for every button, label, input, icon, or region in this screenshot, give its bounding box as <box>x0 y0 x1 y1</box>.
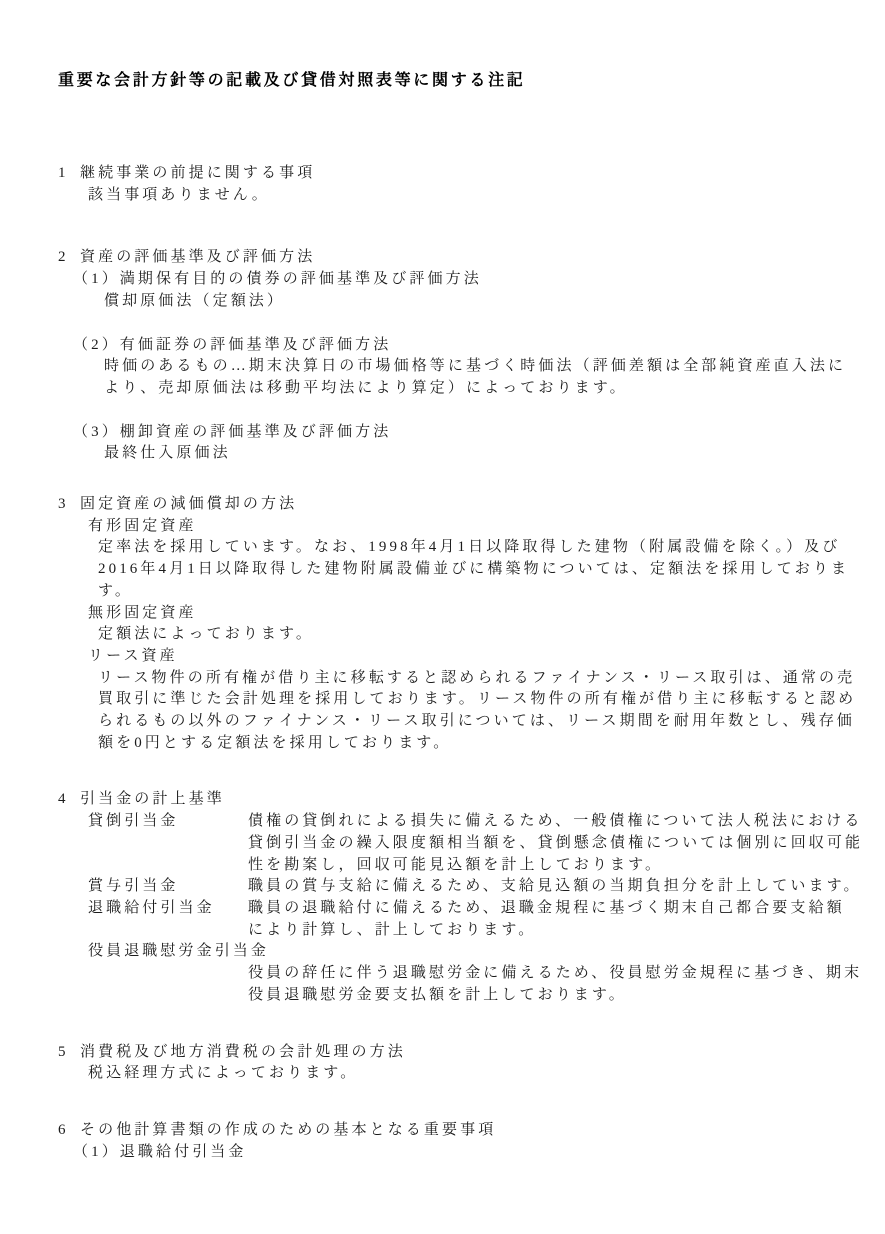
body-line: 額を0円とする定額法を採用しております。 <box>98 734 452 751</box>
allowance-label: 退職給付引当金 <box>88 899 215 916</box>
numbered-item <box>58 269 857 312</box>
allowance-entry <box>58 811 864 876</box>
body-line: 償却原価法（定額法） <box>104 292 286 309</box>
allowance-entry <box>58 898 857 941</box>
body-line: 該当事項ありません。 <box>88 186 270 203</box>
body-line: より、売却原価法は移動平均法により算定）によっております。 <box>104 379 628 396</box>
section-number: 2 <box>58 249 69 266</box>
description-line: 職員の退職給付に備えるため、退職金規程に基づく期末自己都合要支給額 <box>248 899 845 916</box>
document-title: 重要な会計方針等の記載及び貸借対照表等に関する注記 <box>58 72 526 89</box>
section-heading-row <box>58 247 857 269</box>
body-line: 定額法によっております。 <box>98 626 315 643</box>
body-line: 時価のあるもの…期末決算日の市場価格等に基づく時価法（評価差額は全部純資産直入法に <box>104 358 847 375</box>
item-label: （1）退職給付引当金 <box>73 1143 247 1160</box>
numbered-item <box>58 422 857 465</box>
description-line: 性を勘案し，回収可能見込額を計上しております。 <box>248 856 664 873</box>
item-label: （3）棚卸資産の評価基準及び評価方法 <box>73 423 392 440</box>
section-heading-row <box>58 1042 857 1064</box>
section-heading-row <box>58 494 857 516</box>
body-line: 2016年4月1日以降取得した建物附属設備並びに構築物については、定額法を採用しておりま <box>98 561 850 578</box>
body-line: られるもの以外のファイナンス・リース取引については、リース期間を耐用年数とし、残存価 <box>98 713 855 730</box>
description-line: 役員退職慰労金要支払額を計上しております。 <box>248 986 627 1003</box>
section-provisions <box>58 789 864 1006</box>
body-line: リース物件の所有権が借り主に移転すると認められるファイナンス・リース取引は、通常の売 <box>98 669 856 686</box>
section-other-important-matters <box>58 1120 857 1163</box>
body-line: 税込経理方式によっております。 <box>88 1065 359 1082</box>
section-number: 6 <box>58 1121 69 1138</box>
section-depreciation <box>58 494 857 754</box>
allowance-label: 役員退職慰労金引当金 <box>88 943 270 960</box>
group-label: リース資産 <box>88 647 178 664</box>
section-heading-row <box>58 789 857 811</box>
section-number: 4 <box>58 791 69 808</box>
section-heading-row <box>58 163 857 185</box>
item-label: （2）有価証券の評価基準及び評価方法 <box>73 336 392 353</box>
description-line: により計算し、計上しております。 <box>248 921 537 938</box>
description-line: 債権の貸倒れによる損失に備えるため、一般債権について法人税法における <box>248 813 863 830</box>
section-heading-row <box>58 1120 857 1142</box>
body-line: 買取引に準じた会計処理を採用しております。リース物件の所有権が借り主に移転すると認め <box>98 691 857 708</box>
body-line: す。 <box>98 582 134 599</box>
allowance-label: 貸倒引当金 <box>88 813 179 830</box>
numbered-item <box>58 335 857 400</box>
allowance-entry <box>58 876 862 898</box>
section-heading: 継続事業の前提に関する事項 <box>80 165 316 181</box>
body-line: 最終仕入原価法 <box>104 445 231 462</box>
section-heading: その他計算書類の作成のための基本となる重要事項 <box>80 1121 497 1138</box>
section-heading: 資産の評価基準及び評価方法 <box>80 249 316 266</box>
allowance-entry <box>58 941 863 1006</box>
description-line: 職員の賞与支給に備えるため、支給見込額の当期負担分を計上しています。 <box>248 878 862 895</box>
section-number: 5 <box>58 1043 69 1060</box>
section-number: 3 <box>58 496 69 513</box>
allowance-row <box>88 876 862 898</box>
group-label: 有形固定資産 <box>88 517 197 534</box>
section-heading: 消費税及び地方消費税の会計処理の方法 <box>80 1043 406 1060</box>
section-going-concern <box>58 163 857 206</box>
allowance-label: 賞与引当金 <box>88 878 179 895</box>
description-line: 役員の辞任に伴う退職慰労金に備えるため、役員慰労金規程に基づき、期末 <box>248 965 863 982</box>
item-label: （1）満期保有目的の債券の評価基準及び評価方法 <box>73 271 482 288</box>
section-asset-valuation <box>58 247 857 465</box>
allowance-row <box>88 898 857 920</box>
asset-group <box>58 646 857 755</box>
allowance-row <box>88 811 863 833</box>
asset-group <box>58 516 857 603</box>
group-label: 無形固定資産 <box>88 604 197 621</box>
section-consumption-tax <box>58 1042 857 1085</box>
body-line: 定率法を採用しています。なお、1998年4月1日以降取得した建物（附属設備を除く。）及び <box>98 539 841 556</box>
description-line: 貸倒引当金の繰入限度額相当額を、貸倒懸念債権については個別に回収可能 <box>248 834 864 851</box>
section-number: 1 <box>58 165 69 181</box>
section-heading: 引当金の計上基準 <box>80 791 225 808</box>
asset-group <box>58 603 857 646</box>
section-heading: 固定資産の減価償却の方法 <box>80 496 298 513</box>
